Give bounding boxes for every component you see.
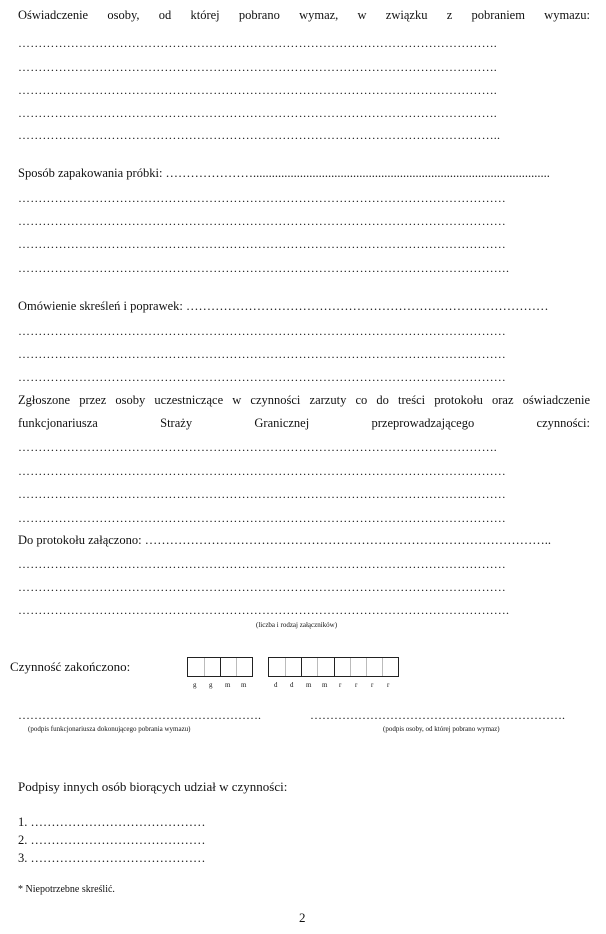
person-signature-line[interactable]: ………………………………………………………. <box>310 708 565 722</box>
remarks-line-2[interactable]: ………………………………………………………………………………………………………… <box>18 464 506 478</box>
remarks-line-4[interactable]: ………………………………………………………………………………………………………… <box>18 511 506 525</box>
statement-line-5[interactable]: ……………………………………………………………………………………………………….. <box>18 128 501 142</box>
date-letters: d d m m r r r r <box>274 681 390 689</box>
remarks-heading-line-2: funkcjonariusza Straży Granicznej przeprowadzającego czynności: <box>18 416 590 430</box>
packing-heading[interactable]: Sposób zapakowania próbki: …………………............................................................................................... <box>18 166 550 180</box>
time-letters: g g m m <box>193 681 247 689</box>
attachments-line-1[interactable]: ………………………………………………………………………………………………………… <box>18 557 506 571</box>
statement-heading: Oświadczenie osoby, od której pobrano wymaz, w związku z pobraniem wymazu: <box>18 8 590 22</box>
footnote: * Niepotrzebne skreślić. <box>18 884 115 895</box>
packing-line-1[interactable]: ………………………………………………………………………………………………………… <box>18 191 506 205</box>
page-number: 2 <box>299 910 306 925</box>
statement-line-4[interactable]: ………………………………………………………………………………………………………. <box>18 106 497 120</box>
attachments-caption: (liczba i rodzaj załączników) <box>256 621 338 629</box>
others-item-2[interactable]: 2. …………………………………… <box>18 833 206 847</box>
officer-signature-caption: (podpis funkcjonariusza dokonującego pobrania wymazu) <box>28 725 191 733</box>
date-boxes[interactable] <box>268 657 399 677</box>
statement-line-1[interactable]: ………………………………………………………………………………………………………. <box>18 36 497 50</box>
officer-signature-line[interactable]: ……………………………………………………. <box>18 708 261 722</box>
others-heading: Podpisy innych osób biorących udział w czynności: <box>18 779 288 794</box>
corrections-heading[interactable]: Omówienie skreśleń i poprawek: …………………………………………………………………………… <box>18 299 549 313</box>
others-item-1[interactable]: 1. …………………………………… <box>18 815 206 829</box>
statement-line-3[interactable]: ………………………………………………………………………………………………………. <box>18 83 497 97</box>
corrections-line-2[interactable]: ………………………………………………………………………………………………………… <box>18 347 506 361</box>
remarks-line-1[interactable]: ………………………………………………………………………………………………………. <box>18 440 497 454</box>
attachments-line-3[interactable]: …………………………………………………………………………………………………………. <box>18 603 510 617</box>
time-boxes[interactable] <box>187 657 253 677</box>
packing-line-3[interactable]: ………………………………………………………………………………………………………… <box>18 237 506 251</box>
others-item-3[interactable]: 3. …………………………………… <box>18 851 206 865</box>
attachments-line-2[interactable]: ………………………………………………………………………………………………………… <box>18 580 506 594</box>
packing-line-4[interactable]: …………………………………………………………………………………………………………. <box>18 261 510 275</box>
corrections-line-1[interactable]: ………………………………………………………………………………………………………… <box>18 324 506 338</box>
corrections-line-3[interactable]: ………………………………………………………………………………………………………… <box>18 370 506 384</box>
packing-line-2[interactable]: ………………………………………………………………………………………………………… <box>18 214 506 228</box>
attachments-heading[interactable]: Do protokołu załączono: …………………………………………………………………………………….. <box>18 533 551 547</box>
completed-label: Czynność zakończono: <box>10 659 131 674</box>
remarks-heading-line-1: Zgłoszone przez osoby uczestniczące w czynności zarzuty co do treści protokołu oraz oświadczenie <box>18 393 590 407</box>
remarks-line-3[interactable]: ………………………………………………………………………………………………………… <box>18 487 506 501</box>
person-signature-caption: (podpis osoby, od której pobrano wymaz) <box>383 725 500 733</box>
statement-line-2[interactable]: ………………………………………………………………………………………………………. <box>18 60 497 74</box>
